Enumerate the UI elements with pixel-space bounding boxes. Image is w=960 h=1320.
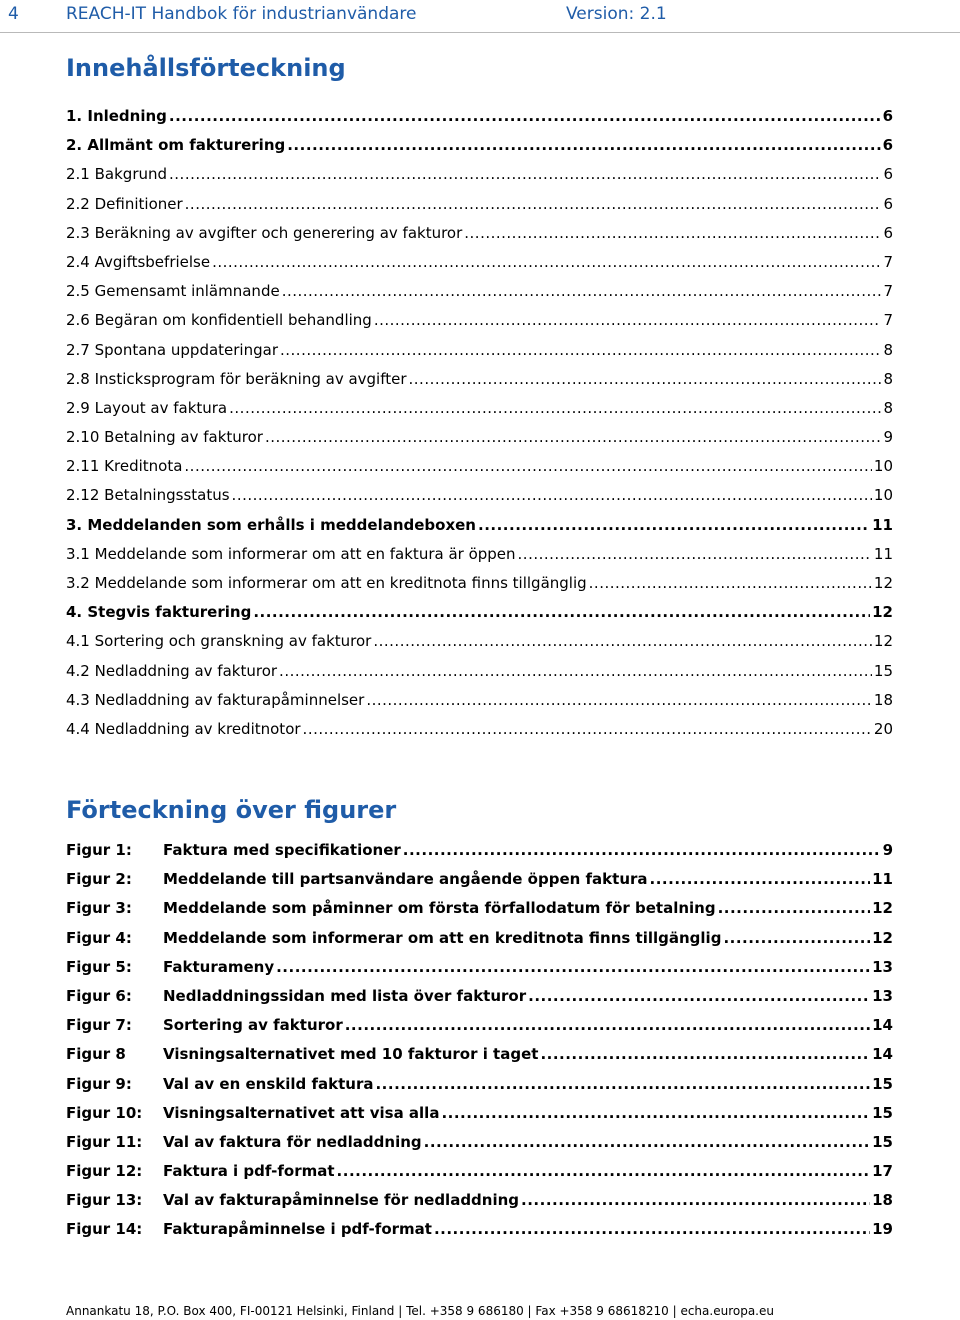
dot-leader xyxy=(650,870,871,888)
toc-entry[interactable] xyxy=(66,632,893,661)
page-header xyxy=(0,0,960,33)
toc-entry[interactable] xyxy=(66,195,893,224)
toc-entry-page: 6 xyxy=(883,194,893,213)
dot-leader xyxy=(718,899,871,917)
toc-entry[interactable] xyxy=(66,574,893,603)
figure-entry[interactable] xyxy=(66,1133,893,1162)
dot-leader xyxy=(169,165,881,183)
figure-entry[interactable] xyxy=(66,899,893,928)
figure-entry-label: Figur 11: xyxy=(66,1132,143,1151)
dot-leader xyxy=(232,486,872,504)
figure-entry-title: Sortering av fakturor xyxy=(163,1016,343,1035)
toc-entry-title: 2.8 Insticksprogram för beräkning av avgifter xyxy=(66,369,407,388)
toc-entry-page: 8 xyxy=(883,398,893,417)
figure-entry[interactable] xyxy=(66,958,893,987)
toc-entry[interactable] xyxy=(66,603,893,632)
toc-entry-title: 3.2 Meddelande som informerar om att en kreditnota finns tillgänglig xyxy=(66,574,587,592)
dot-leader xyxy=(212,253,881,271)
dot-leader xyxy=(589,574,872,592)
dot-leader xyxy=(478,516,870,534)
figure-entry[interactable] xyxy=(66,1045,893,1074)
figure-entry-page: 11 xyxy=(872,870,893,889)
toc-entry-title: 4.3 Nedladdning av fakturapåminnelser xyxy=(66,690,365,709)
figure-entry[interactable] xyxy=(66,1162,893,1191)
toc-list xyxy=(66,107,893,749)
dot-leader xyxy=(169,107,881,125)
dot-leader xyxy=(441,1104,870,1122)
dot-leader xyxy=(287,136,880,154)
figure-entry-title: Visningsalternativet med 10 fakturor i taget xyxy=(163,1045,539,1064)
toc-entry-page: 6 xyxy=(883,223,893,242)
figure-entry[interactable] xyxy=(66,1075,893,1104)
toc-entry-title: 3.1 Meddelande som informerar om att en faktura är öppen xyxy=(66,544,516,563)
figure-entry-label: Figur 1: xyxy=(66,841,132,859)
dot-leader xyxy=(229,399,881,417)
figure-entry-label: Figur 3: xyxy=(66,899,132,918)
toc-entry-page: 12 xyxy=(873,574,893,592)
toc-entry-title: 2.4 Avgiftsbefrielse xyxy=(66,252,211,271)
figure-entry-label: Figur 6: xyxy=(66,986,132,1005)
dot-leader xyxy=(282,282,882,300)
dot-leader xyxy=(403,841,881,859)
dot-leader xyxy=(375,1075,870,1093)
dot-leader xyxy=(424,1133,870,1151)
figures-list xyxy=(66,841,893,1250)
toc-entry-title: 2. Allmänt om fakturering xyxy=(66,136,286,155)
toc-heading: Innehållsförteckning xyxy=(66,54,346,82)
figure-entry-page: 19 xyxy=(872,1220,893,1239)
figure-entry[interactable] xyxy=(66,870,893,899)
figure-entry-page: 14 xyxy=(872,1045,893,1064)
toc-entry-page: 7 xyxy=(883,311,893,330)
toc-entry-page: 18 xyxy=(873,690,893,709)
figure-entry-label: Figur 14: xyxy=(66,1220,143,1239)
toc-entry-page: 15 xyxy=(873,661,893,680)
page-footer: Annankatu 18, P.O. Box 400, FI-00121 Helsinki, Finland | Tel. +358 9 686180 | Fax +358 9 68618210 | echa.europa.eu xyxy=(66,1304,774,1318)
dot-leader xyxy=(434,1220,870,1238)
figure-entry-title: Meddelande till partsanvändare angående öppen faktura xyxy=(163,870,648,889)
toc-entry-page: 10 xyxy=(873,457,893,476)
dot-leader xyxy=(464,224,881,242)
dot-leader xyxy=(280,341,881,359)
header-page-number: 4 xyxy=(8,4,19,24)
toc-entry-title: 2.9 Layout av faktura xyxy=(66,398,228,417)
figure-entry[interactable] xyxy=(66,841,893,870)
dot-leader xyxy=(345,1016,870,1034)
dot-leader xyxy=(540,1045,870,1063)
figures-heading: Förteckning över figurer xyxy=(66,796,397,824)
toc-entry-title: 2.2 Definitioner xyxy=(66,194,183,213)
dot-leader xyxy=(521,1191,870,1209)
dot-leader xyxy=(253,603,870,621)
figure-entry-page: 17 xyxy=(872,1162,893,1181)
figure-entry[interactable] xyxy=(66,1104,893,1133)
figure-entry-title: Val av faktura för nedladdning xyxy=(163,1132,422,1151)
toc-entry-page: 12 xyxy=(872,603,893,622)
toc-entry[interactable] xyxy=(66,399,893,428)
toc-entry[interactable] xyxy=(66,370,893,399)
toc-entry-title: 1. Inledning xyxy=(66,107,167,125)
figure-entry-title: Fakturapåminnelse i pdf-format xyxy=(163,1220,432,1239)
toc-entry[interactable] xyxy=(66,311,893,340)
toc-entry-page: 7 xyxy=(883,282,893,301)
toc-entry-page: 7 xyxy=(883,252,893,271)
dot-leader xyxy=(303,720,872,738)
figure-entry-label: Figur 10: xyxy=(66,1103,143,1122)
toc-entry-page: 9 xyxy=(883,428,893,447)
dot-leader xyxy=(185,195,882,213)
figure-entry-title: Faktura i pdf-format xyxy=(163,1162,335,1181)
toc-entry[interactable] xyxy=(66,341,893,370)
toc-entry-title: 2.10 Betalning av fakturor xyxy=(66,428,263,447)
toc-entry[interactable] xyxy=(66,165,893,194)
toc-entry-page: 20 xyxy=(873,719,893,738)
toc-entry[interactable] xyxy=(66,691,893,720)
dot-leader xyxy=(276,958,870,976)
header-document-title: REACH-IT Handbok för industrianvändare xyxy=(66,4,417,24)
dot-leader xyxy=(518,545,872,563)
dot-leader xyxy=(279,662,872,680)
figure-entry-page: 12 xyxy=(872,899,893,918)
dot-leader xyxy=(366,691,872,709)
figure-entry-title: Nedladdningssidan med lista över fakturor xyxy=(163,986,527,1005)
figure-entry-page: 15 xyxy=(872,1132,893,1151)
figure-entry-title: Visningsalternativet att visa alla xyxy=(163,1103,440,1122)
figure-entry-label: Figur 4: xyxy=(66,928,132,947)
figure-entry[interactable] xyxy=(66,1016,893,1045)
figure-entry[interactable] xyxy=(66,987,893,1016)
figure-entry-title: Meddelande som påminner om första förfallodatum för betalning xyxy=(163,899,716,918)
toc-entry[interactable] xyxy=(66,516,893,545)
figure-entry[interactable] xyxy=(66,1220,893,1249)
toc-entry-title: 2.5 Gemensamt inlämnande xyxy=(66,282,280,301)
dot-leader xyxy=(409,370,882,388)
toc-entry[interactable] xyxy=(66,107,893,136)
toc-entry-page: 12 xyxy=(873,632,893,651)
toc-entry[interactable] xyxy=(66,486,893,515)
toc-entry[interactable] xyxy=(66,136,893,165)
dot-leader xyxy=(374,311,882,329)
dot-leader xyxy=(337,1162,871,1180)
figure-entry-title: Val av fakturapåminnelse för nedladdning xyxy=(163,1191,520,1210)
figure-entry-page: 13 xyxy=(872,986,893,1005)
toc-entry-title: 4.1 Sortering och granskning av fakturor xyxy=(66,632,372,651)
toc-entry-page: 6 xyxy=(882,136,893,155)
dot-leader xyxy=(528,987,870,1005)
figure-entry-label: Figur 5: xyxy=(66,957,132,976)
figure-entry-page: 18 xyxy=(872,1191,893,1210)
toc-entry[interactable] xyxy=(66,720,893,749)
figure-entry-page: 15 xyxy=(872,1074,893,1093)
toc-entry-title: 3. Meddelanden som erhålls i meddelandeboxen xyxy=(66,515,476,534)
toc-entry-title: 4.2 Nedladdning av fakturor xyxy=(66,661,278,680)
figure-entry-label: Figur 12: xyxy=(66,1162,143,1181)
toc-entry-title: 2.11 Kreditnota xyxy=(66,457,183,476)
toc-entry-page: 10 xyxy=(873,486,893,505)
figure-entry-title: Fakturameny xyxy=(163,957,275,976)
dot-leader xyxy=(184,457,872,475)
figure-entry-page: 9 xyxy=(882,841,893,859)
dot-leader xyxy=(373,632,872,650)
toc-entry-page: 11 xyxy=(872,515,893,534)
figure-entry-label: Figur 13: xyxy=(66,1191,143,1210)
toc-entry-title: 2.12 Betalningsstatus xyxy=(66,486,230,505)
toc-entry-title: 2.1 Bakgrund xyxy=(66,165,168,184)
toc-entry[interactable] xyxy=(66,662,893,691)
toc-entry-title: 2.3 Beräkning av avgifter och generering av fakturor xyxy=(66,223,463,242)
toc-entry-title: 2.7 Spontana uppdateringar xyxy=(66,340,278,359)
figure-entry-page: 14 xyxy=(872,1016,893,1035)
toc-entry-page: 8 xyxy=(883,340,893,359)
figure-entry-title: Meddelande som informerar om att en kreditnota finns tillgänglig xyxy=(163,928,722,947)
figure-entry-title: Faktura med specifikationer xyxy=(163,841,401,859)
toc-entry-page: 6 xyxy=(882,107,893,125)
toc-entry-page: 11 xyxy=(873,544,893,563)
toc-entry[interactable] xyxy=(66,282,893,311)
dot-leader xyxy=(265,428,881,446)
figure-entry-title: Val av en enskild faktura xyxy=(163,1074,374,1093)
toc-entry-title: 2.6 Begäran om konfidentiell behandling xyxy=(66,311,372,330)
header-version: Version: 2.1 xyxy=(566,4,667,24)
toc-entry-title: 4. Stegvis fakturering xyxy=(66,603,252,622)
figure-entry-label: Figur 9: xyxy=(66,1074,132,1093)
toc-entry[interactable] xyxy=(66,457,893,486)
figure-entry-page: 12 xyxy=(872,928,893,947)
dot-leader xyxy=(723,929,870,947)
figure-entry[interactable] xyxy=(66,1191,893,1220)
toc-entry-page: 6 xyxy=(883,165,893,184)
toc-entry[interactable] xyxy=(66,224,893,253)
figure-entry-label: Figur 8 xyxy=(66,1045,126,1064)
figure-entry-page: 13 xyxy=(872,957,893,976)
figure-entry-page: 15 xyxy=(872,1103,893,1122)
figure-entry[interactable] xyxy=(66,929,893,958)
toc-entry[interactable] xyxy=(66,545,893,574)
toc-entry[interactable] xyxy=(66,428,893,457)
toc-entry-page: 8 xyxy=(883,369,893,388)
figure-entry-label: Figur 7: xyxy=(66,1016,132,1035)
toc-entry[interactable] xyxy=(66,253,893,282)
toc-entry-title: 4.4 Nedladdning av kreditnotor xyxy=(66,719,301,738)
figure-entry-label: Figur 2: xyxy=(66,870,132,889)
